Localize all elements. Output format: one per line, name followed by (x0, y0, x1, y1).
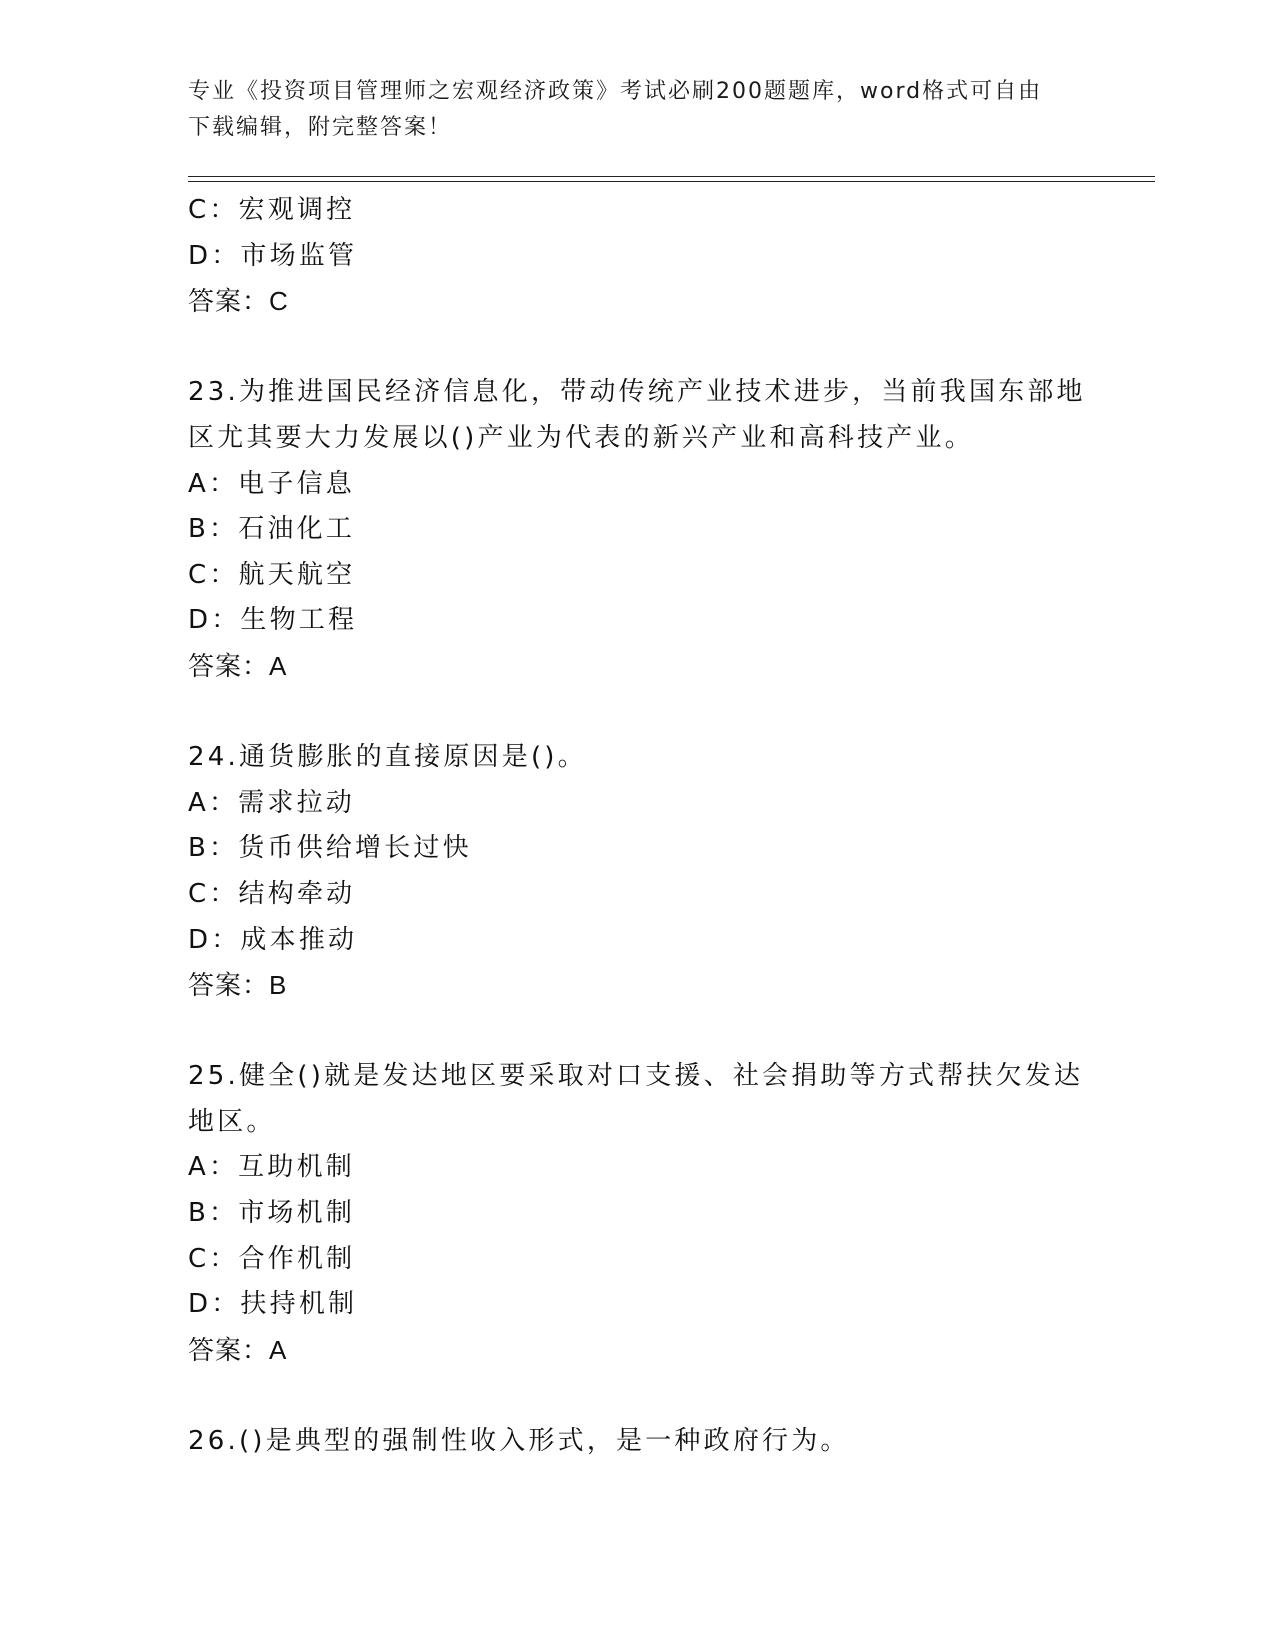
option-c: C：合作机制 (188, 1243, 356, 1274)
question-22-tail (188, 188, 1088, 325)
spacer (188, 1373, 1088, 1419)
spacer (188, 690, 1088, 736)
answer-line: 答案：C (188, 286, 289, 317)
spacer (188, 1009, 1088, 1055)
header-line-2: 下载编辑，附完整答案！ (188, 115, 453, 140)
question-stem-line-1: 24.通货膨胀的直接原因是()。 (188, 742, 587, 773)
question-list (188, 188, 1088, 1465)
option-a: A：需求拉动 (188, 787, 355, 818)
option-d: D：成本推动 (188, 924, 358, 955)
option-a: A：互助机制 (188, 1152, 355, 1183)
option-a: A：电子信息 (188, 468, 355, 499)
answer-line: 答案：A (188, 1334, 288, 1365)
question-24 (188, 735, 1088, 1009)
document-header (188, 74, 1088, 146)
option-b: B：市场机制 (188, 1198, 356, 1229)
option-d: D：市场监管 (188, 240, 358, 271)
header-divider-top (188, 176, 1155, 177)
option-d: D：扶持机制 (188, 1289, 358, 1320)
answer-line: 答案：B (188, 970, 288, 1001)
question-25 (188, 1054, 1088, 1373)
option-c: C：航天航空 (188, 559, 356, 590)
option-b: B：石油化工 (188, 514, 356, 545)
question-26 (188, 1419, 1088, 1465)
question-stem-line-1: 23.为推进国民经济信息化，带动传统产业技术进步，当前我国东部地 (188, 377, 1086, 408)
question-stem-line-2: 地区。 (188, 1106, 276, 1137)
option-b: B：货币供给增长过快 (188, 833, 472, 864)
option-c: C：结构牵动 (188, 878, 356, 909)
header-divider-bottom (188, 181, 1155, 182)
option-c: C：宏观调控 (188, 195, 356, 225)
option-d: D：生物工程 (188, 605, 358, 636)
question-23 (188, 370, 1088, 689)
question-stem-line-2: 区尤其要大力发展以()产业为代表的新兴产业和高科技产业。 (188, 422, 974, 453)
question-stem-line-1: 26.()是典型的强制性收入形式，是一种政府行为。 (188, 1426, 850, 1457)
header-line-1: 专业《投资项目管理师之宏观经济政策》考试必刷200题题库，word格式可自由 (188, 79, 1043, 104)
answer-line: 答案：A (188, 650, 288, 681)
question-stem-line-1: 25.健全()就是发达地区要采取对口支援、社会捐助等方式帮扶欠发达 (188, 1061, 1084, 1092)
spacer (188, 325, 1088, 371)
